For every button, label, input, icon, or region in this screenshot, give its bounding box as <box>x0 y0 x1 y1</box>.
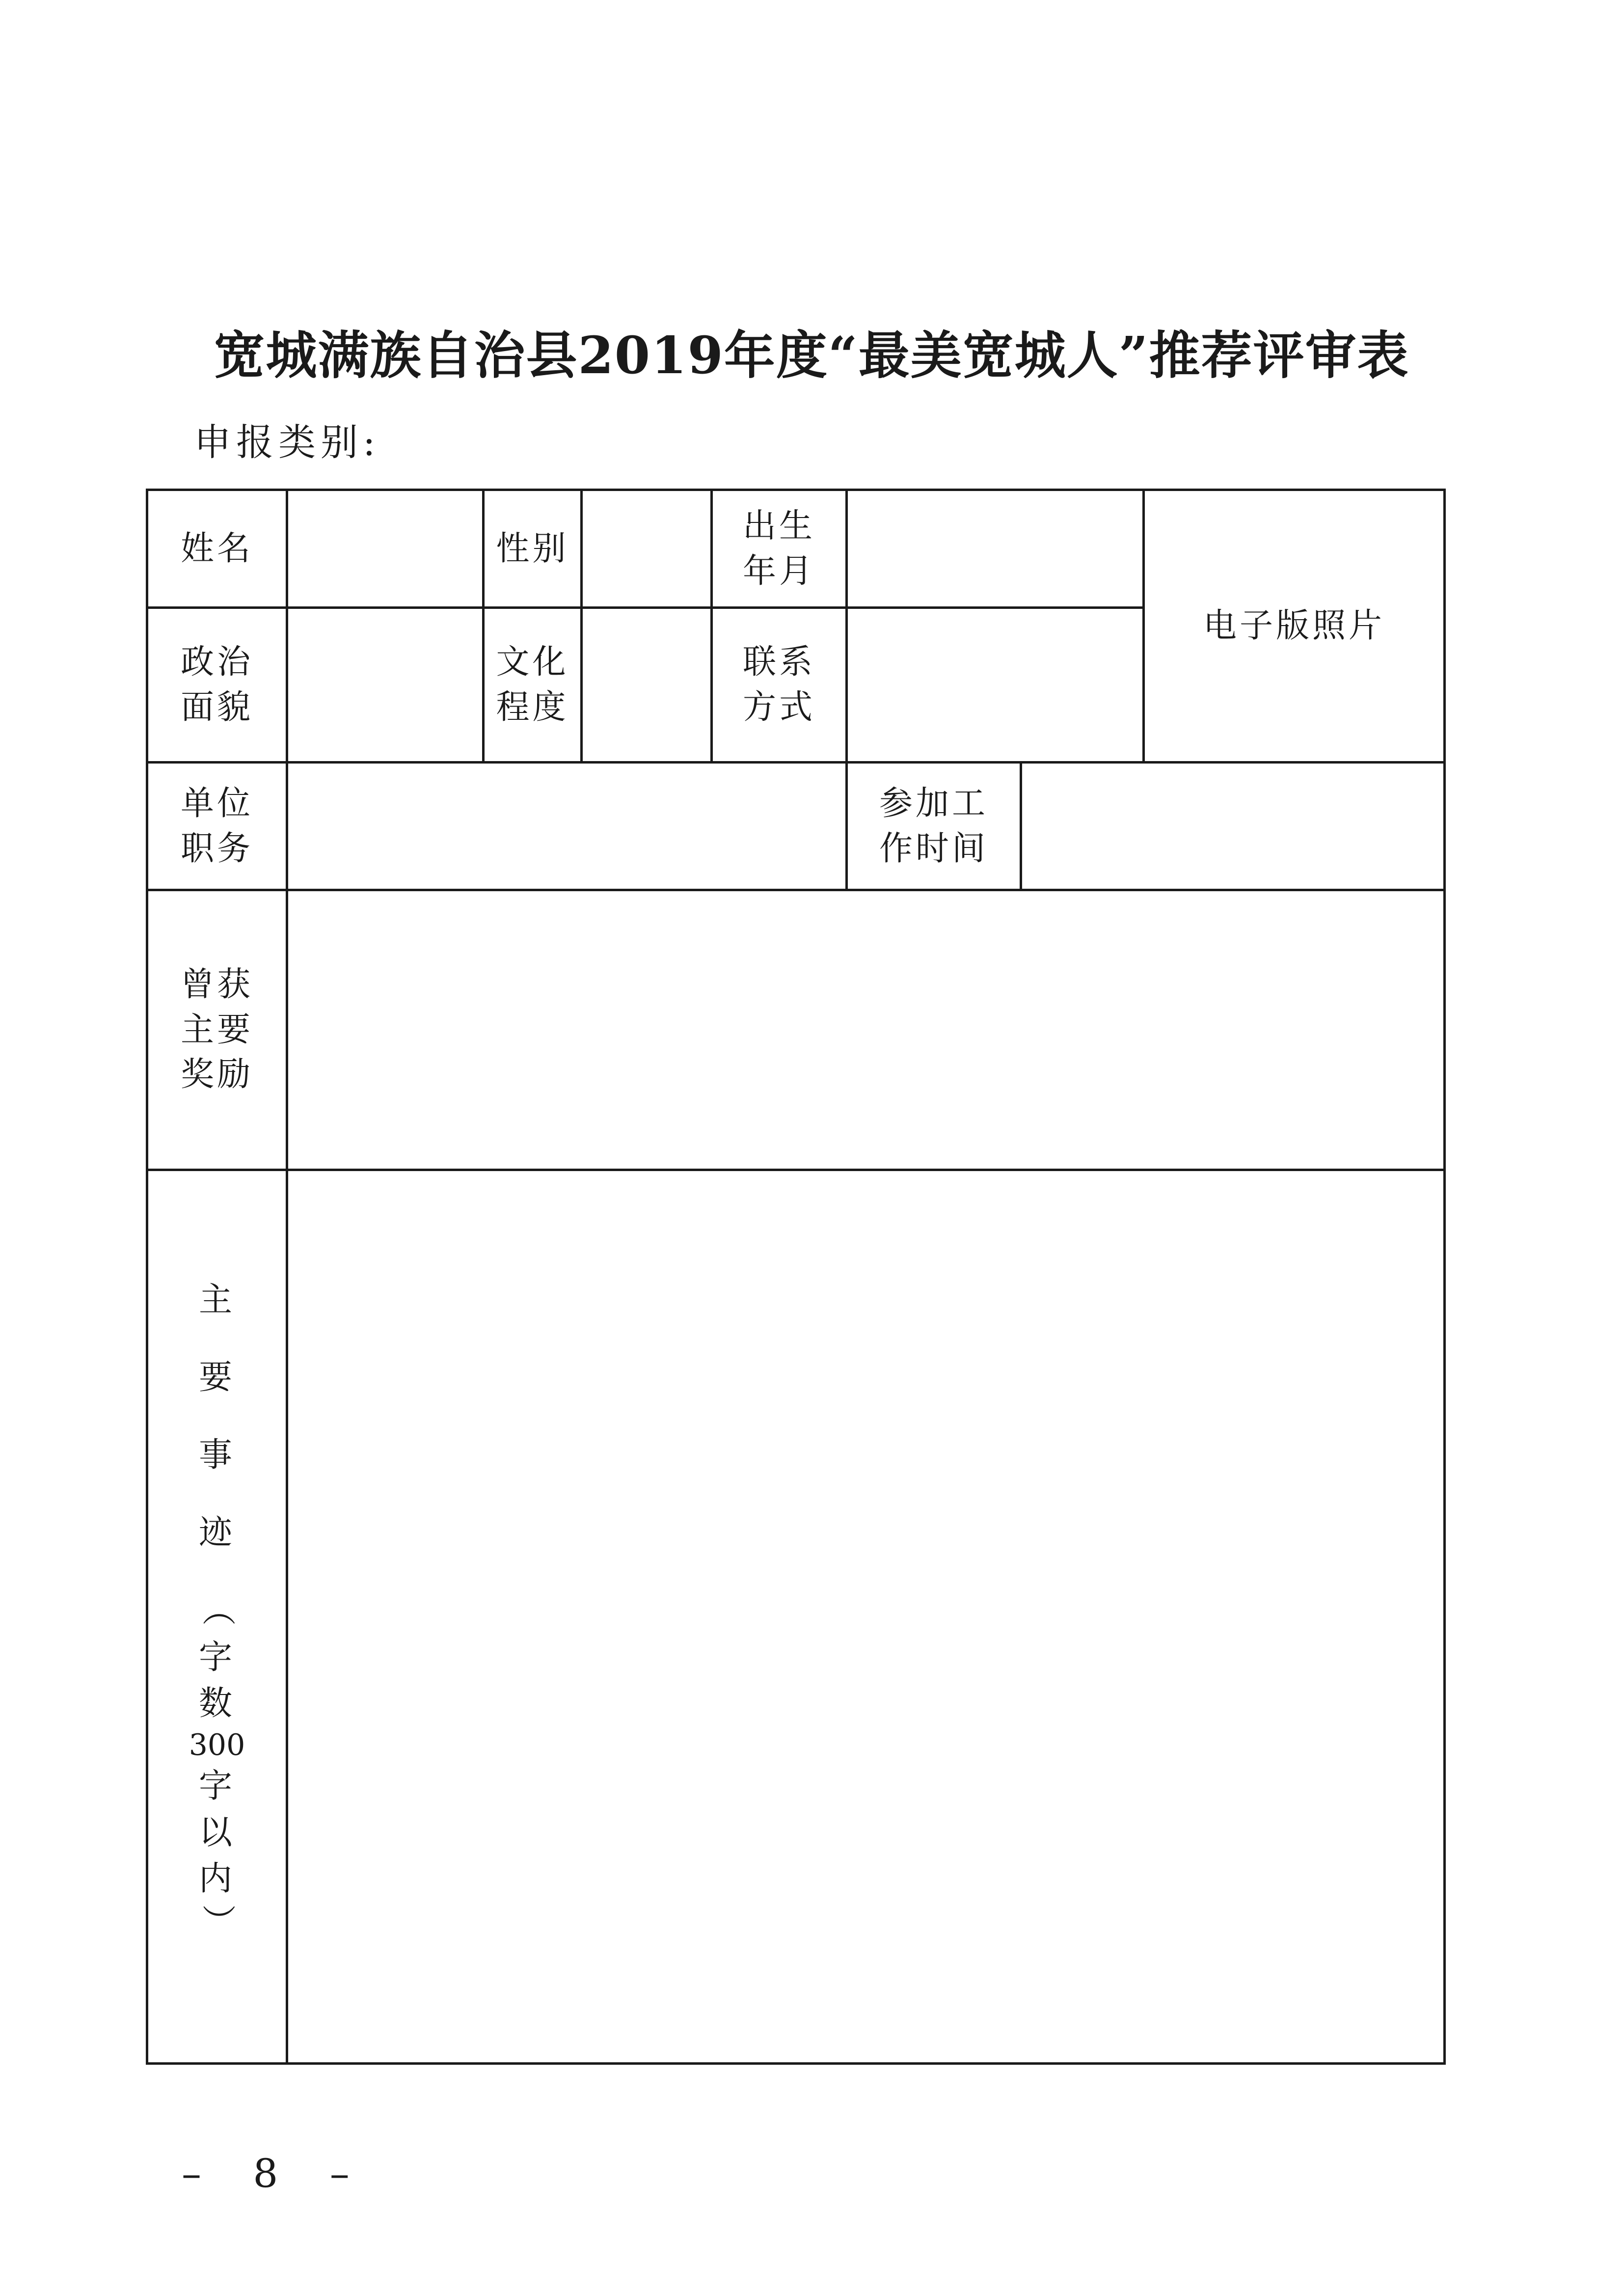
unit-label <box>147 763 287 890</box>
political-label <box>147 608 287 763</box>
gender-label <box>484 490 582 608</box>
name-field[interactable] <box>287 490 484 608</box>
political-label-line-1: 政治 <box>180 643 253 682</box>
page-number: – 8 – <box>182 2151 369 2196</box>
deeds-note-char-2: 数 <box>198 1684 235 1723</box>
education-label-line-1: 文化 <box>496 643 569 682</box>
gender-label-text: 性别 <box>496 529 569 568</box>
awards-label-line-1: 曾获 <box>180 965 253 1004</box>
deeds-note-char-4: 以 <box>198 1813 235 1852</box>
work-start-label <box>847 763 1021 890</box>
deeds-note-char-1: 字 <box>198 1638 235 1677</box>
form-title: 宽城满族自治县2019年度“最美宽城人”推荐评审表 <box>214 325 1409 385</box>
deeds-note-char-3: 字 <box>198 1767 235 1806</box>
deeds-char-1: 主 <box>198 1280 235 1319</box>
deeds-field[interactable] <box>287 1170 1445 2064</box>
photo-label: 电子版照片 <box>1203 606 1385 646</box>
education-label <box>484 608 582 763</box>
name-label-text: 姓名 <box>180 529 253 568</box>
education-label-line-2: 程度 <box>496 688 569 727</box>
birth-label-line-2: 年月 <box>742 551 815 591</box>
contact-label <box>712 608 847 763</box>
deeds-char-4: 迹 <box>198 1513 235 1552</box>
deeds-label <box>147 1170 287 2064</box>
awards-label-line-2: 主要 <box>180 1010 253 1049</box>
awards-field[interactable] <box>287 890 1445 1170</box>
work-start-label-line-1: 参加工 <box>879 784 988 823</box>
awards-label-line-3: 奖励 <box>180 1055 253 1094</box>
contact-label-line-1: 联系 <box>742 643 815 682</box>
unit-label-line-2: 职务 <box>180 829 253 868</box>
birth-field[interactable] <box>847 490 1144 608</box>
deeds-vertical-label <box>189 1280 245 1950</box>
awards-label <box>147 890 287 1170</box>
work-start-field[interactable] <box>1021 763 1445 890</box>
education-field[interactable] <box>582 608 712 763</box>
deeds-open-paren: （ <box>198 1592 237 1629</box>
recommendation-form-table <box>146 489 1446 2065</box>
category-label: 申报类别: <box>194 420 380 464</box>
deeds-note-char-5: 内 <box>198 1859 235 1898</box>
birth-label <box>712 490 847 608</box>
work-start-label-line-2: 作时间 <box>879 829 988 868</box>
political-label-line-2: 面貌 <box>180 688 253 727</box>
contact-field[interactable] <box>847 608 1144 763</box>
unit-field[interactable] <box>287 763 847 890</box>
name-label <box>147 490 287 608</box>
deeds-note-number: 300 <box>189 1728 245 1763</box>
photo-cell[interactable] <box>1144 490 1445 763</box>
contact-label-line-2: 方式 <box>742 688 815 727</box>
gender-field[interactable] <box>582 490 712 608</box>
deeds-close-paren: ） <box>198 1904 237 1941</box>
unit-label-line-1: 单位 <box>180 784 253 823</box>
deeds-char-3: 事 <box>198 1435 235 1475</box>
birth-label-line-1: 出生 <box>742 506 815 546</box>
political-field[interactable] <box>287 608 484 763</box>
deeds-char-2: 要 <box>198 1358 235 1397</box>
